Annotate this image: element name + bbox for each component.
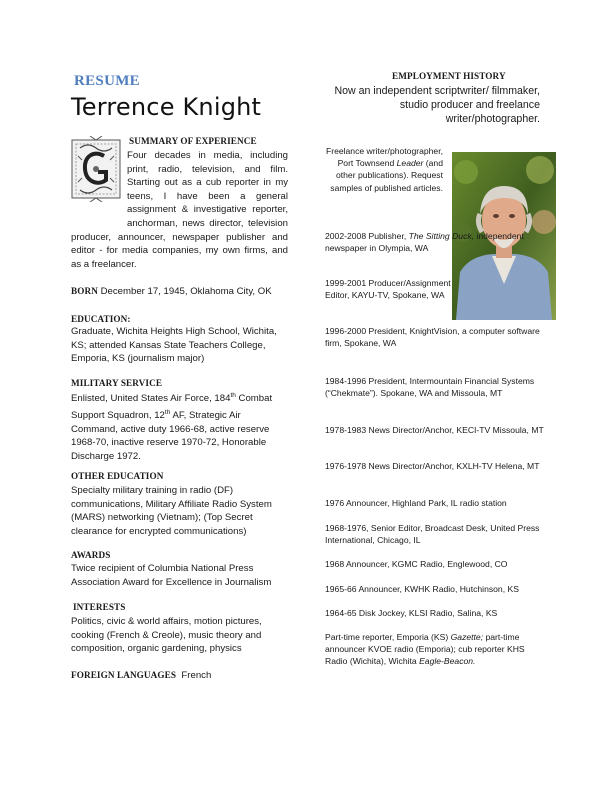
- entry-italic: Leader: [396, 158, 424, 169]
- entry-text: part-time announcer KVOE radio (Emporia); cub reporter KHS Radio (Wichita), Wichita: [325, 632, 525, 667]
- employment-entry: 1965-66 Announcer, KWHK Radio, Hutchinson, KS: [325, 584, 519, 594]
- employment-entry: 1968 Announcer, KGMC Radio, Englewood, CO: [325, 559, 508, 569]
- military-sup: th: [164, 408, 171, 416]
- awards-text: Twice recipient of Columbia National Press Association Award for Excellence in Journalism: [71, 563, 272, 588]
- entry-text: (and other publications). Request samples of published articles.: [330, 158, 443, 193]
- entry-text: 2002-2008 Publisher,: [325, 231, 409, 241]
- employment-entry: 1999-2001 Producer/Assignment Editor, KAYU-TV, Spokane, WA: [325, 278, 451, 301]
- employment-entry: 1978-1983 News Director/Anchor, KECI-TV Missoula, MT: [325, 425, 544, 435]
- languages-heading: FOREIGN LANGUAGES: [71, 670, 177, 680]
- employment-entry: [325, 631, 545, 668]
- employment-entry: [325, 230, 545, 254]
- employment-heading: EMPLOYMENT HISTORY: [392, 71, 506, 81]
- interests-text: Politics, civic & world affairs, motion pictures, cooking (French & Creole), music theory and composition, organic gardening, physics: [71, 616, 262, 655]
- awards-heading: AWARDS: [71, 550, 111, 560]
- employment-entry: 1976 Announcer, Highland Park, IL radio station: [325, 498, 507, 508]
- employment-intro: Now an independent scriptwriter/ filmmaker, studio producer and freelance writer/photographer.: [334, 85, 540, 126]
- military-text: [71, 389, 289, 463]
- military-heading: MILITARY SERVICE: [71, 378, 163, 388]
- employment-entry: 1984-1996 President, Intermountain Financial Systems (“Chekmate”). Spokane, WA and Missoula, MT: [325, 376, 535, 399]
- interests-heading: INTERESTS: [73, 602, 126, 612]
- summary-text: Four decades in media, including print, radio, television, and film. Starting out as a cub reporter in my teens, I have been a general assignment & investigative reporter, anchorman, news director, television producer, announcer, newspaper publisher and editor - for media companies, my own firms, and as a freelancer.: [71, 150, 288, 270]
- employment-entry: 1968-1976, Senior Editor, Broadcast Desk, United Press International, Chicago, IL: [325, 523, 540, 546]
- employment-entry: 1996-2000 President, KnightVision, a computer software firm, Spokane, WA: [325, 326, 540, 349]
- languages-text: French: [181, 670, 212, 681]
- military-text-part: AF, Strategic Air Command, active duty 1966-68, active reserve 1968-70, inactive reserve 1970-72, Honorable Discharge 1972.: [71, 409, 270, 462]
- entry-italic: The Sitting Duck,: [408, 231, 475, 241]
- entry-text: Part-time reporter, Emporia (KS): [325, 632, 451, 642]
- person-name: Terrence Knight: [71, 93, 262, 121]
- entry-text: independent newspaper in Olympia, WA: [325, 231, 524, 254]
- initial-float-space: [71, 149, 127, 229]
- born-text: December 17, 1945, Oklahoma City, OK: [97, 286, 272, 297]
- born-line: [71, 285, 301, 299]
- employment-entry: 1964-65 Disk Jockey, KLSI Radio, Salina, KS: [325, 608, 498, 618]
- summary-text-block: [71, 149, 288, 271]
- entry-italic: Gazette;: [450, 632, 484, 642]
- born-heading: BORN: [71, 286, 98, 296]
- other-education-text: Specialty military training in radio (DF) communications, Military Affiliate Radio System (MARS) networking (Vietnam); (Top Secret clearance for encrypted communications): [71, 485, 272, 537]
- other-education-heading: OTHER EDUCATION: [71, 471, 164, 481]
- freelance-entry: [325, 145, 443, 194]
- languages-line: [71, 669, 301, 683]
- summary-heading: SUMMARY OF EXPERIENCE: [129, 136, 257, 146]
- military-text-part: Combat Support Squadron, 12: [71, 393, 273, 421]
- military-sup: th: [230, 392, 236, 399]
- education-text: Graduate, Wichita Heights High School, Wichita, KS; attended Kansas State Teachers College, Emporia, KS (journalism major): [71, 326, 277, 365]
- resume-label: RESUME: [74, 73, 140, 89]
- employment-entry: 1976-1978 News Director/Anchor, KXLH-TV Helena, MT: [325, 461, 540, 471]
- military-text-part: Enlisted, United States Air Force, 184: [71, 393, 231, 405]
- entry-text: Freelance writer/photographer, Port Townsend: [325, 146, 443, 169]
- education-heading: EDUCATION:: [71, 314, 131, 324]
- entry-italic: Eagle-Beacon.: [419, 656, 476, 667]
